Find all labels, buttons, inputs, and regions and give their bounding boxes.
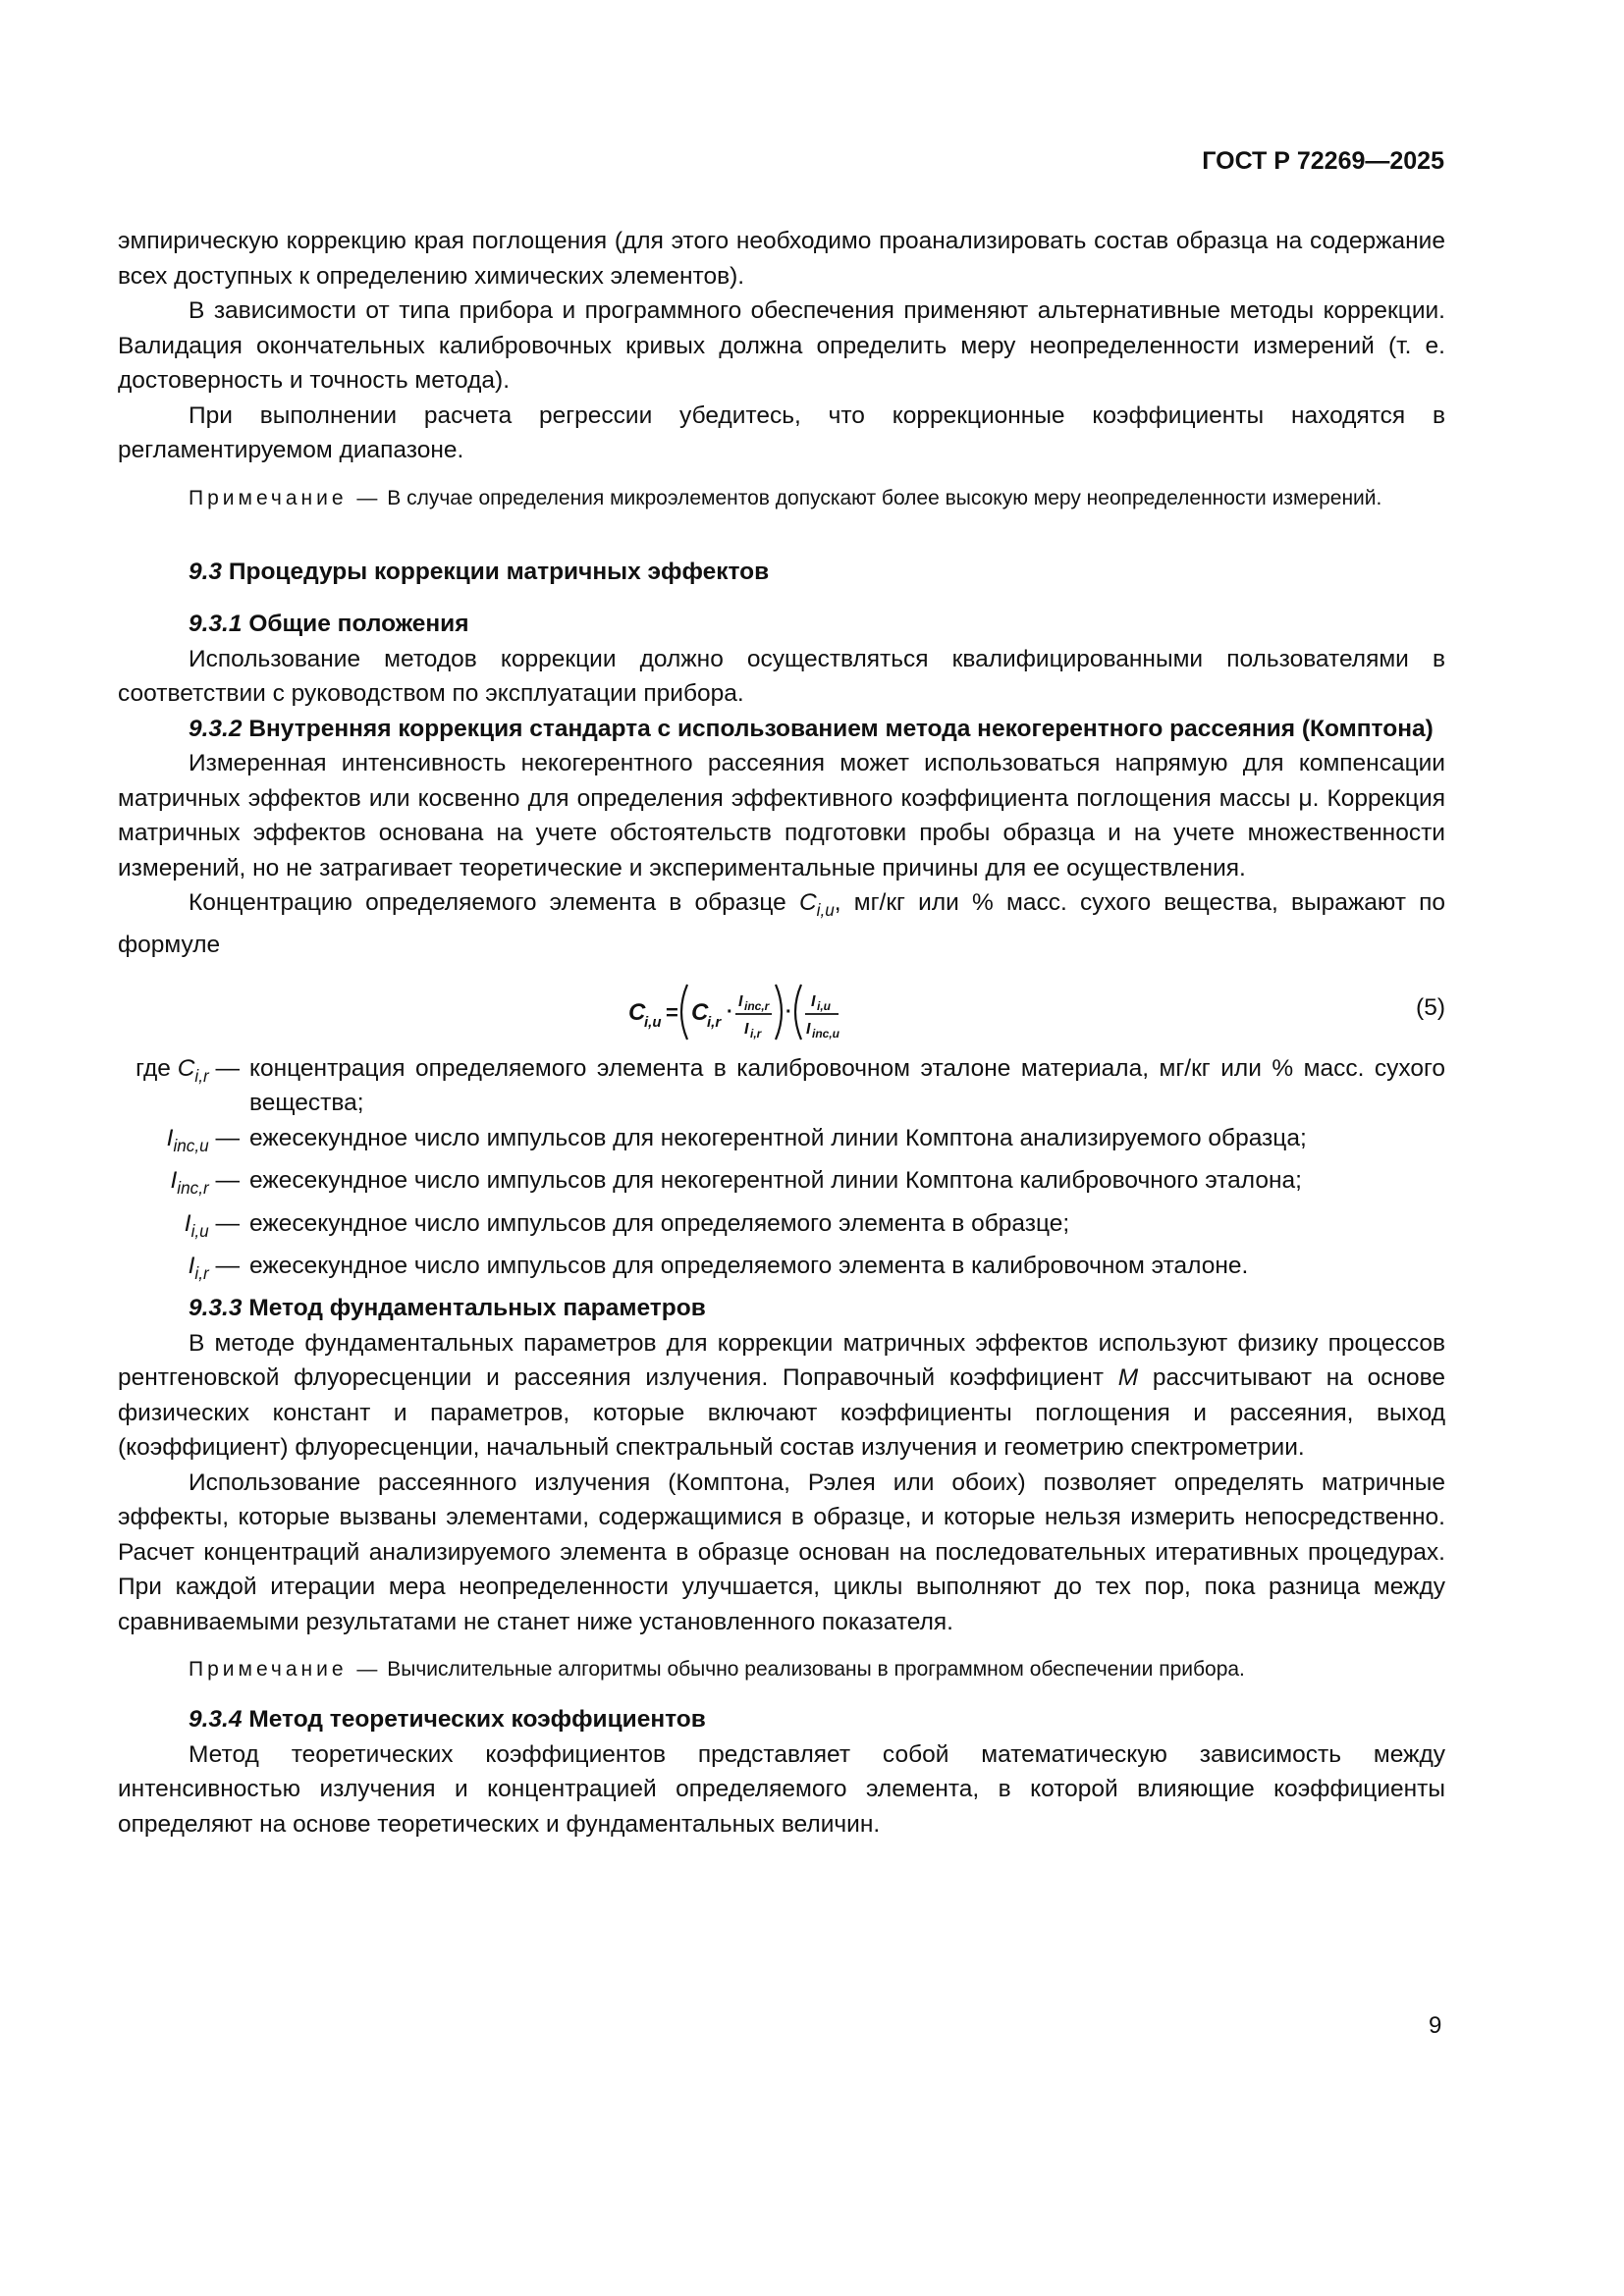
document-code: ГОСТ Р 72269—2025 (1202, 147, 1444, 175)
subsection-title: Общие положения (248, 611, 469, 637)
note-label: Примечание — (189, 1658, 382, 1682)
paragraph: Метод теоретических коэффициентов представляет собой математическую зависимость между интенсивностью излучения и концентрацией определяемого элемента, в которой влияющие коэффициенты определяют на основе теоретических и фундаментальных величин. (118, 1740, 1445, 1838)
subsection-heading-9-3-2 (118, 712, 1445, 747)
formula-number: (5) (1416, 993, 1445, 1021)
page-number: 9 (1429, 2012, 1442, 2039)
page-content (118, 224, 1445, 1842)
paragraph: В зависимости от типа прибора и программного обеспечения применяют альтернативные методы коррекции. Валидация окончательных калибровочных кривых должна определить меру неопределенности измерений (т. е. достоверность и точность метода). (118, 297, 1445, 394)
subsection-title: Метод фундаментальных параметров (248, 1295, 706, 1322)
paragraph: Использование рассеянного излучения (Комптона, Рэлея или обоих) позволяет определять матричные эффекты, которые вызваны элементами, содержащимися в образце, и которые нельзя измерить непосредственно. Расчет концентраций анализируемого элемента в образце основан на последовательных итеративных процедурах. При каждой итерации мера неопределенности улучшается, циклы выполняют до тех пор, пока разница между сравниваемыми результатами не станет ниже установленного показателя. (118, 1468, 1445, 1635)
section-title: Процедуры коррекции матричных эффектов (228, 558, 770, 585)
definition-text: ежесекундное число импульсов для некогерентной линии Комптона калибровочного эталона; (249, 1167, 1302, 1195)
formula-definitions (118, 1051, 1445, 1292)
svg-text:I: I (806, 1020, 811, 1038)
note (118, 1655, 1445, 1684)
subsection-title: Метод теоретических коэффициентов (248, 1706, 706, 1734)
svg-text:i,u: i,u (817, 998, 831, 1013)
definition-text: ежесекундное число импульсов для определяемого элемента в калибровочном эталоне. (249, 1253, 1249, 1280)
definition-text: концентрация определяемого элемента в калибровочном эталоне материала, мг/кг или % масс. сухого вещества; (249, 1054, 1445, 1117)
subsection-heading-9-3-1 (118, 607, 1445, 642)
formula-expression (628, 977, 844, 1047)
svg-text:i,u: i,u (644, 1013, 662, 1031)
svg-text:·: · (785, 1000, 792, 1023)
subsection-number: 9.3.2 (189, 715, 243, 742)
note-label: Примечание — (189, 486, 382, 509)
definition-text: ежесекундное число импульсов для определяемого элемента в образце; (249, 1209, 1070, 1237)
formula-5 (118, 973, 1445, 1051)
paragraph: Использование методов коррекции должно осуществляться квалифицированными пользователями в соответствии с руководством по эксплуатации прибора. (118, 645, 1445, 707)
paragraph: При выполнении расчета регрессии убедитесь, что коррекционные коэффициенты находятся в регламентируемом диапазоне. (118, 401, 1445, 463)
note (118, 484, 1445, 513)
svg-text:C: C (691, 998, 709, 1026)
definition-text: ежесекундное число импульсов для некогерентной линии Комптона анализируемого образца; (249, 1124, 1307, 1151)
svg-text:i,r: i,r (707, 1013, 722, 1031)
definition-term: $I_{inc,u}$ — (166, 1124, 240, 1155)
subsection-number: 9.3.4 (189, 1706, 243, 1734)
svg-text:I: I (744, 1020, 749, 1038)
svg-text:=: = (666, 999, 678, 1025)
variable: $C_{i,u}$ (798, 889, 835, 920)
definition-term: $I_{i,r}$ — (188, 1253, 240, 1283)
formula-graphic (628, 977, 844, 1047)
svg-text:I: I (811, 992, 816, 1010)
svg-text:·: · (727, 1000, 733, 1023)
svg-text:i,r: i,r (750, 1026, 762, 1041)
note-text: В случае определения микроэлементов допускают более высокую меру неопределенности измерений. (387, 486, 1382, 509)
subsection-heading-9-3-3 (118, 1291, 1445, 1326)
svg-text:inc,u: inc,u (812, 1026, 840, 1041)
paragraph: Концентрацию определяемого элемента в образце $C_{i,u}$, мг/кг или % масс. сухого вещества, выражают по формуле (118, 889, 1445, 959)
svg-text:inc,r: inc,r (744, 998, 770, 1013)
svg-text:C: C (628, 998, 646, 1026)
subsection-number: 9.3.1 (189, 611, 243, 637)
definition-term: $I_{i,u}$ — (184, 1209, 240, 1241)
paragraph: эмпирическую коррекцию края поглощения (для этого необходимо проанализировать состав образца на содержание всех доступных к определению химических элементов). (118, 228, 1445, 290)
subsection-title: Внутренняя коррекция стандарта с использованием метода некогерентного рассеяния (Комптона) (248, 715, 1434, 742)
subsection-heading-9-3-4 (118, 1702, 1445, 1737)
definition-term: $I_{inc,r}$ — (170, 1167, 240, 1199)
section-heading-9-3 (118, 555, 1445, 590)
section-number: 9.3 (189, 558, 223, 585)
paragraph: В методе фундаментальных параметров для коррекции матричных эффектов используют физику процессов рентгеновской флуоресценции и рассеяния излучения. Поправочный коэффициент M рассчитывают на основе физических констант и параметров, которые включают коэффициенты поглощения и рассеяния, выход (коэффициент) флуоресценции, начальный спектральный состав излучения и геометрию спектрометрии. (118, 1329, 1445, 1462)
svg-text:I: I (738, 992, 743, 1010)
note-text: Вычислительные алгоритмы обычно реализованы в программном обеспечении прибора. (387, 1658, 1245, 1682)
definition-term: где $C_{i,r}$ — (135, 1054, 240, 1086)
subsection-number: 9.3.3 (189, 1295, 243, 1322)
paragraph: Измеренная интенсивность некогерентного рассеяния может использоваться напрямую для компенсации матричных эффектов или косвенно для определения эффективного коэффициента поглощения массы μ. Коррекция матричных эффектов основана на учете обстоятельств подготовки пробы образца и на учете множественности измерений, но не затрагивает теоретические и экспериментальные причины для ее осуществления. (118, 750, 1445, 881)
